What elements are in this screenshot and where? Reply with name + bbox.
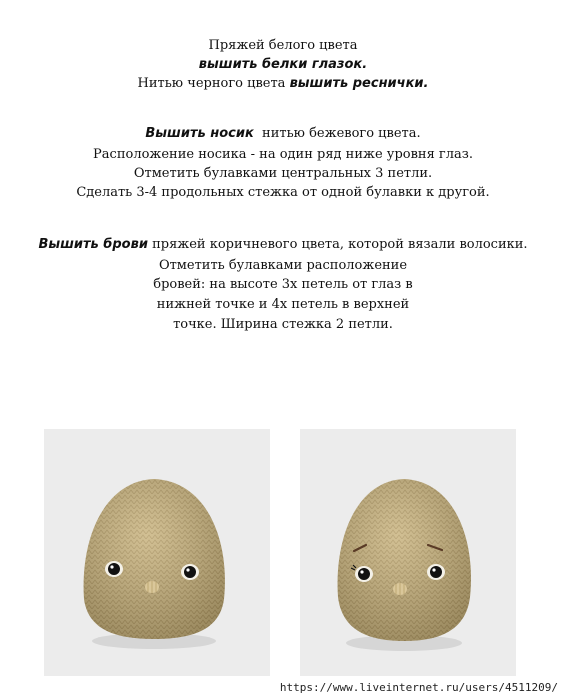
instruction-stitches: Сделать 3-4 продольных стежка от одной булавки к другой. <box>76 185 490 200</box>
nose <box>145 581 159 593</box>
beige-thread-text: нитью бежевого цвета. <box>253 126 421 141</box>
instruction-nose-line <box>0 124 566 143</box>
embroider-eyelashes-text: вышить реснички. <box>289 76 429 91</box>
instruction-embroider-eye-whites: вышить белки глазок. <box>198 57 368 72</box>
black-thread-text: Нитью черного цвета <box>137 76 290 91</box>
embroider-nose-text: Вышить носик <box>145 126 254 141</box>
source-url: https://www.liveinternet.ru/users/4511209/ <box>279 681 558 694</box>
instruction-white-yarn: Пряжей белого цвета <box>208 38 358 53</box>
embroider-brows-text: Вышить брови <box>38 237 148 252</box>
brown-yarn-text: пряжей коричневого цвета, которой вязали волосики. <box>147 237 528 252</box>
photo-head-with-brows <box>300 429 516 676</box>
instruction-brow-height: бровей: на высоте 3х петель от глаз в <box>153 277 413 292</box>
instruction-brow-mark: Отметить булавками расположение <box>158 258 408 273</box>
nose <box>393 583 407 595</box>
photo-head-eyes-nose <box>44 429 270 676</box>
instruction-brow-low-high: нижней точке и 4х петель в верхней <box>156 297 410 312</box>
eye-left <box>105 561 123 577</box>
instruction-eyelashes-line <box>0 74 566 93</box>
eye-right <box>181 564 199 580</box>
eye-right <box>427 564 445 580</box>
instruction-nose-position: Расположение носика - на один ряд ниже уровня глаз. <box>93 147 473 162</box>
instruction-mark-pins: Отметить булавками центральных 3 петли. <box>133 166 433 181</box>
instruction-brows-line <box>0 235 566 254</box>
instruction-stitch-width: точке. Ширина стежка 2 петли. <box>173 317 393 332</box>
